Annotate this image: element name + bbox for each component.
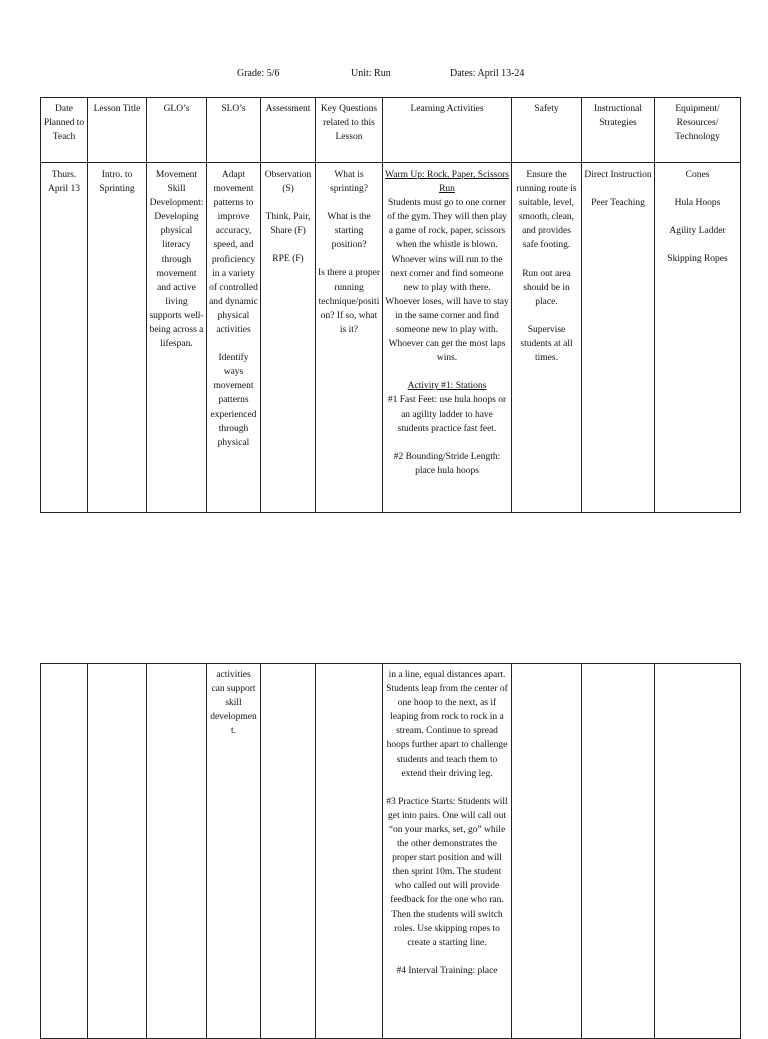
document-header	[0, 68, 768, 82]
lesson-plan-table-continued	[40, 663, 741, 1039]
col-header-date: Date Planned to Teach	[41, 98, 88, 163]
col-header-safety: Safety	[512, 98, 582, 163]
grade-label: Grade: 5/6	[237, 68, 280, 79]
col-header-learning-activities: Learning Activities	[383, 98, 512, 163]
dates-label: Dates: April 13-24	[450, 68, 525, 79]
station-2-start: #2 Bounding/Stride Length: place hula hoops	[393, 451, 501, 476]
question-3: Is there a proper running technique/position? If so, what is it?	[318, 268, 380, 335]
col-header-assessment: Assessment	[261, 98, 316, 163]
cell-assessment	[261, 664, 316, 1039]
cell-instructional-strategies	[582, 163, 655, 513]
col-header-instructional-strategies: Instructional Strategies	[582, 98, 655, 163]
slo-text-2: Identify ways movement patterns experienced through physical	[210, 353, 257, 448]
assessment-2: Think, Pair, Share (F)	[265, 212, 311, 237]
col-header-glo: GLO’s	[147, 98, 207, 163]
strategy-1: Direct Instruction	[584, 170, 652, 180]
cell-date	[41, 664, 88, 1039]
table-row	[41, 163, 741, 513]
cell-equipment	[655, 163, 741, 513]
cell-instructional-strategies	[582, 664, 655, 1039]
cell-safety	[512, 163, 582, 513]
cell-slo	[207, 163, 261, 513]
safety-1: Ensure the running route is suitable, level, smooth, clean, and provides safe footing.	[516, 170, 577, 251]
cell-safety	[512, 664, 582, 1039]
warmup-text: Students must go to one corner of the gym. They will then play a game of rock, paper, scissors when the whistle is blown. Whoever wins will run to the next corner and find someone new to play with there. Whoever loses, will have to stay in the same corner and find someone new to play with. Whoever can get the most laps wins.	[385, 198, 509, 364]
cell-glo	[147, 664, 207, 1039]
station-4-start: #4 Interval Training: place	[396, 965, 498, 976]
warmup-title: Warm Up: Rock, Paper, Scissors Run	[385, 170, 509, 195]
equipment-item: Skipping Ropes	[667, 254, 728, 265]
cell-learning-activities	[383, 163, 512, 513]
cell-lesson-title: Intro. to Sprinting	[88, 163, 147, 513]
equipment-item: Agility Ladder	[669, 226, 726, 237]
assessment-3: RPE (F)	[272, 254, 304, 265]
col-header-key-questions: Key Questions related to this Lesson	[316, 98, 383, 163]
lesson-plan-table	[40, 97, 741, 513]
cell-assessment	[261, 163, 316, 513]
unit-label: Unit: Run	[351, 68, 391, 79]
cell-date: Thurs. April 13	[41, 163, 88, 513]
question-2: What is the starting position?	[327, 212, 371, 251]
cell-lesson-title	[88, 664, 147, 1039]
equipment-item: Hula Hoops	[674, 198, 721, 209]
equipment-item: Cones	[685, 170, 710, 180]
cell-key-questions	[316, 163, 383, 513]
table-row	[41, 664, 741, 1039]
station-2-continued: in a line, equal distances apart. Students leap from the center of one hoop to the next, as if leaping from rock to rock in a stream. Continue to spread hoops further apart to challenge students and teach them to extend their driving leg.	[386, 670, 508, 779]
question-1: What is sprinting?	[330, 170, 368, 195]
safety-2: Run out area should be in place.	[522, 268, 571, 307]
col-header-slo: SLO’s	[207, 98, 261, 163]
activity1-title: Activity #1: Stations	[407, 381, 487, 392]
station-1: #1 Fast Feet: use hula hoops or an agility ladder to have students practice fast feet.	[387, 395, 507, 434]
cell-glo: Movement Skill Development: Developing physical literacy through movement and active living supports well-being across a lifespan.	[147, 163, 207, 513]
assessment-1: Observation (S)	[264, 170, 312, 195]
slo-text-1: Adapt movement patterns to improve accuracy, speed, and proficiency in a variety of controlled and dynamic physical activities	[209, 170, 258, 336]
col-header-equipment: Equipment/ Resources/ Technology	[655, 98, 741, 163]
cell-slo: activities can support skill development.	[207, 664, 261, 1039]
cell-key-questions	[316, 664, 383, 1039]
strategy-2: Peer Teaching	[591, 198, 645, 209]
station-3: #3 Practice Starts: Students will get into pairs. One will call out “on your marks, set, go” while the other demonstrates the proper start position and will then sprint 10m. The student who called out will provide feedback for the one who ran. Then the students will switch roles. Use skipping ropes to create a starting line.	[386, 796, 508, 948]
safety-3: Supervise students at all times.	[520, 324, 573, 364]
col-header-lesson-title: Lesson Title	[88, 98, 147, 163]
table-header-row	[41, 98, 741, 163]
cell-equipment	[655, 664, 741, 1039]
cell-learning-activities	[383, 664, 512, 1039]
